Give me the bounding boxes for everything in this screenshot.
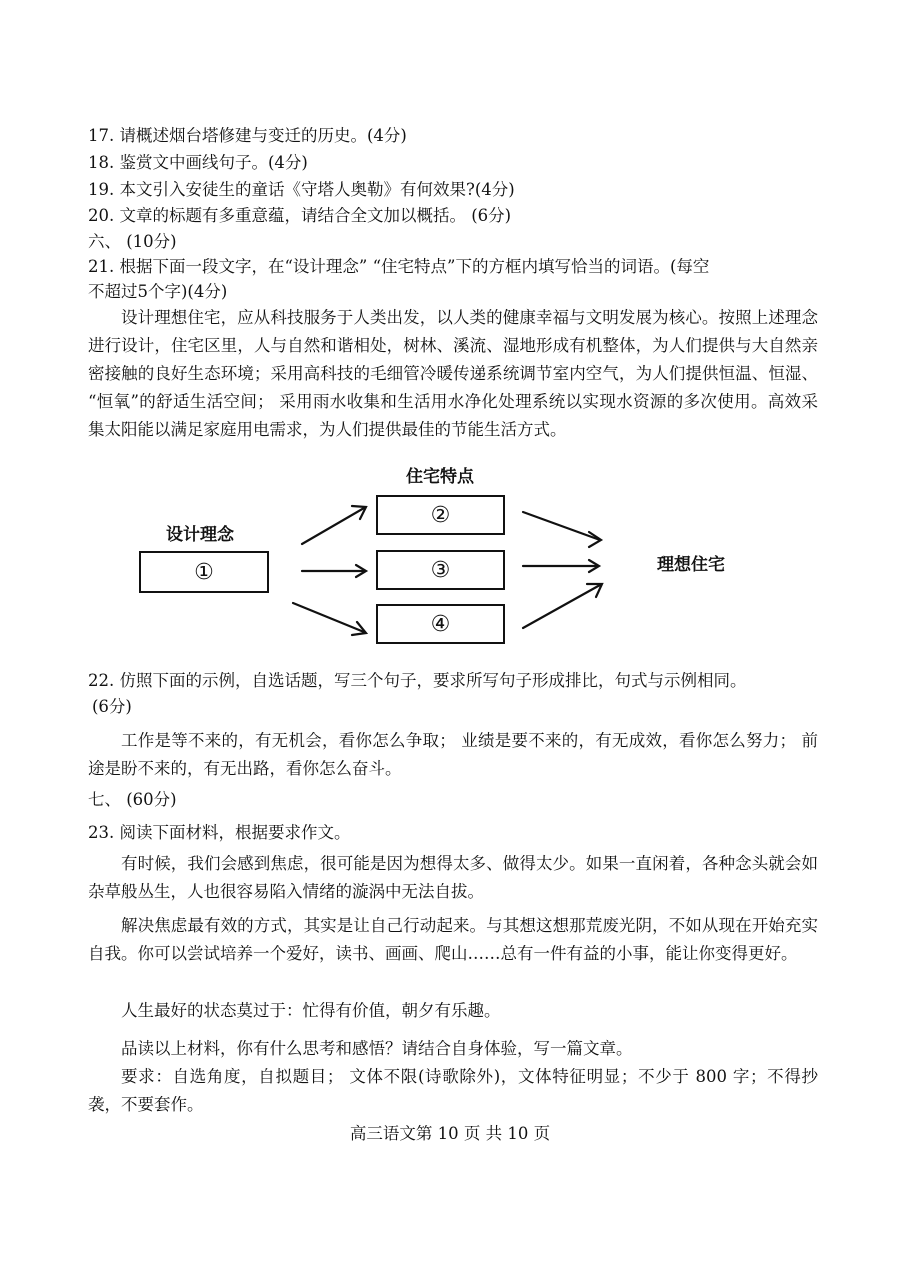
answer-box-4[interactable]: ④ <box>376 604 505 644</box>
answer-box-1[interactable]: ① <box>139 551 269 593</box>
answer-box-3[interactable]: ③ <box>376 550 505 590</box>
arrow-from-box-2 <box>523 512 600 540</box>
arrow-to-box-4 <box>293 603 364 632</box>
question-22-line: 22. 仿照下面的示例，自选话题，写三个句子，要求所写句子形成排比，句式与示例相同。 <box>88 671 747 690</box>
material-paragraph-3: 人生最好的状态莫过于：忙得有价值，朝夕有乐趣。 <box>121 1001 501 1020</box>
question-21-passage: 设计理想住宅，应从科技服务于人类出发，以人类的健康幸福与文明发展为核心。按照上述理念进行设计，住宅区里，人与自然和谐相处，树林、溪流、湿地形成有机整体，为人们提供与大自然亲密接触的良好生态环境；采用高科技的毛细管冷暖传递系统调节室内空气，为人们提供恒温、恒湿、 “恒氧”的舒适生活空间； 采用雨水收集和生活用水净化处理系统以实现水资源的多次使用。高效采集太阳能以满足家庭用电需求，为人们提供最佳的节能生活方式。 <box>88 308 818 439</box>
question-18: 18. 鉴赏文中画线句子。(4分) <box>88 153 308 172</box>
label-house-features: 住宅特点 <box>406 467 474 487</box>
writing-requirements: 要求：自选角度，自拟题目； 文体不限(诗歌除外)，文体特征明显；不少于 800 字；不得抄袭，不要套作。 <box>88 1067 818 1114</box>
section-7-heading: 七、 (60分) <box>88 790 177 809</box>
question-23-line: 23. 阅读下面材料，根据要求作文。 <box>88 823 351 842</box>
question-22-score: (6分) <box>92 697 132 716</box>
arrow-to-box-2 <box>302 508 364 544</box>
writing-prompt: 品读以上材料，你有什么思考和感悟？请结合自身体验，写一篇文章。 <box>121 1039 633 1058</box>
label-design-concept: 设计理念 <box>166 525 234 545</box>
question-19: 19. 本文引入安徒生的童话《守塔人奥勒》有何效果?(4分) <box>88 180 515 199</box>
question-22-example: 工作是等不来的，有无机会，看你怎么争取； 业绩是要不来的，有无成效，看你怎么努力； 前途是盼不来的，有无出路，看你怎么奋斗。 <box>88 731 818 778</box>
section-6-heading: 六、 (10分) <box>88 232 177 251</box>
question-20: 20. 文章的标题有多重意蕴，请结合全文加以概括。 (6分) <box>88 206 512 225</box>
arrow-from-box-4 <box>523 585 600 628</box>
arrow-head-from-box-2 <box>589 532 601 547</box>
question-21-line2: 不超过5个字)(4分) <box>88 282 228 301</box>
page-footer: 高三语文第 10 页 共 10 页 <box>349 1124 551 1143</box>
question-21-line1: 21. 根据下面一段文字，在“设计理念” “住宅特点”下的方框内填写恰当的词语。(每空 <box>88 257 710 276</box>
material-paragraph-1: 有时候，我们会感到焦虑，很可能是因为想得太多、做得太少。如果一直闲着，各种念头就会如杂草般丛生，人也很容易陷入情绪的漩涡中无法自拔。 <box>88 854 818 901</box>
material-paragraph-2: 解决焦虑最有效的方式，其实是让自己行动起来。与其想这想那荒废光阴，不如从现在开始充实自我。你可以尝试培养一个爱好，读书、画画、爬山……总有一件有益的小事，能让你变得更好。 <box>88 916 818 963</box>
label-ideal-house: 理想住宅 <box>657 555 725 575</box>
answer-box-2[interactable]: ② <box>376 495 505 535</box>
question-17: 17. 请概述烟台塔修建与变迁的历史。(4分) <box>88 126 407 145</box>
